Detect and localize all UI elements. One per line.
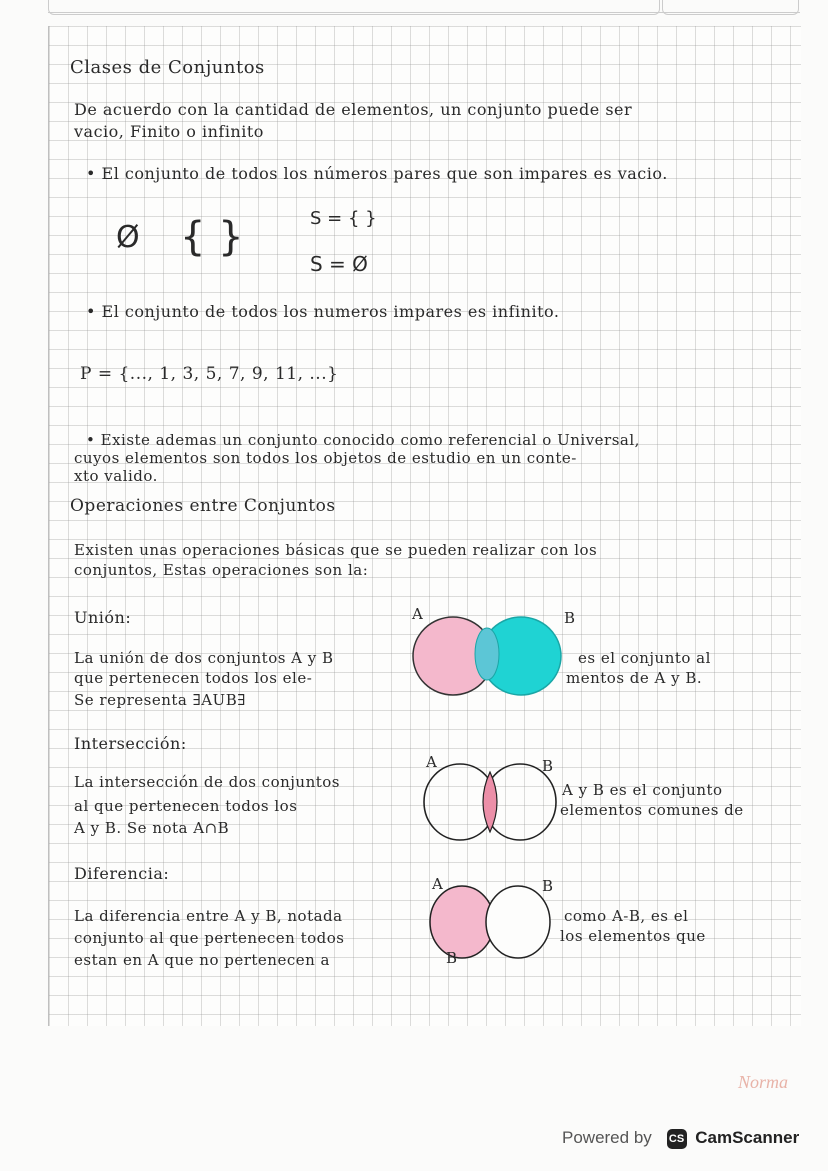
operaciones-intro-1: Existen unas operaciones básicas que se pueden realizar con los <box>74 541 598 559</box>
s-empty-braces: S = { } <box>310 208 377 229</box>
union-label-b: B <box>564 609 576 627</box>
operaciones-intro-2: conjuntos, Estas operaciones son la: <box>74 561 369 579</box>
diferencia-label-b: B <box>542 877 554 895</box>
universal-line-3: xto valido. <box>74 467 158 485</box>
union-left-2: que pertenecen todos los ele- <box>74 669 313 687</box>
union-right-2: mentos de A y B. <box>566 669 703 687</box>
union-heading: Unión: <box>74 608 132 627</box>
union-left-3: Se representa ∃AUB∃ <box>74 691 246 709</box>
diferencia-left-1: La diferencia entre A y B, notada <box>74 907 343 925</box>
diferencia-right-2: los elementos que <box>560 927 706 945</box>
interseccion-left-2: al que pertenecen todos los <box>74 797 298 815</box>
interseccion-right-2: elementos comunes de <box>560 801 744 819</box>
interseccion-overlap <box>483 772 497 832</box>
set-p: P = {..., 1, 3, 5, 7, 9, 11, ...} <box>80 364 339 384</box>
union-left-1: La unión de dos conjuntos A y B <box>74 649 334 667</box>
bullet-infinito: • El conjunto de todos los numeros impares es infinito. <box>86 302 560 321</box>
interseccion-right-1: A y B es el conjunto <box>562 781 723 799</box>
interseccion-label-b: B <box>542 757 554 775</box>
page-title: Clases de Conjuntos <box>70 57 265 78</box>
union-overlap <box>475 628 499 680</box>
interseccion-left-3: A y B. Se nota A∩B <box>74 819 230 837</box>
camscanner-icon: CS <box>667 1129 687 1149</box>
union-label-a: A <box>412 605 424 623</box>
empty-braces: { } <box>180 214 244 260</box>
interseccion-venn-diagram <box>420 762 560 842</box>
camscanner-name: CamScanner <box>695 1128 800 1147</box>
operaciones-title: Operaciones entre Conjuntos <box>70 496 336 516</box>
diferencia-label-b-inline: B <box>446 949 458 967</box>
universal-line-2: cuyos elementos son todos los objetos de estudio en un conte- <box>74 449 577 467</box>
interseccion-heading: Intersección: <box>74 734 187 753</box>
norma-brand-logo: Norma <box>738 1072 789 1092</box>
diferencia-left-3: estan en A que no pertenecen a <box>74 951 330 969</box>
intro-line-1: De acuerdo con la cantidad de elementos, un conjunto puede ser <box>74 100 633 119</box>
intro-line-2: vacio, Finito o infinito <box>74 122 264 141</box>
top-edge <box>48 12 800 13</box>
diferencia-right-1: como A-B, es el <box>564 907 689 925</box>
phi-symbol: Ø <box>116 220 140 255</box>
diferencia-heading: Diferencia: <box>74 864 170 883</box>
universal-line-1: • Existe ademas un conjunto conocido como referencial o Universal, <box>86 431 640 449</box>
diferencia-label-a: A <box>432 875 444 893</box>
diferencia-set-b <box>486 886 550 958</box>
union-venn-diagram <box>405 612 575 702</box>
s-phi: S = Ø <box>310 252 368 276</box>
camscanner-footer <box>562 1128 799 1149</box>
diferencia-left-2: conjunto al que pertenecen todos <box>74 929 345 947</box>
interseccion-left-1: La intersección de dos conjuntos <box>74 773 341 791</box>
interseccion-label-a: A <box>426 753 438 771</box>
diferencia-set-a <box>430 886 494 958</box>
union-right-1: es el conjunto al <box>578 649 711 667</box>
powered-by-text: Powered by <box>562 1128 652 1147</box>
bullet-vacio: • El conjunto de todos los números pares que son impares es vacio. <box>86 164 668 183</box>
